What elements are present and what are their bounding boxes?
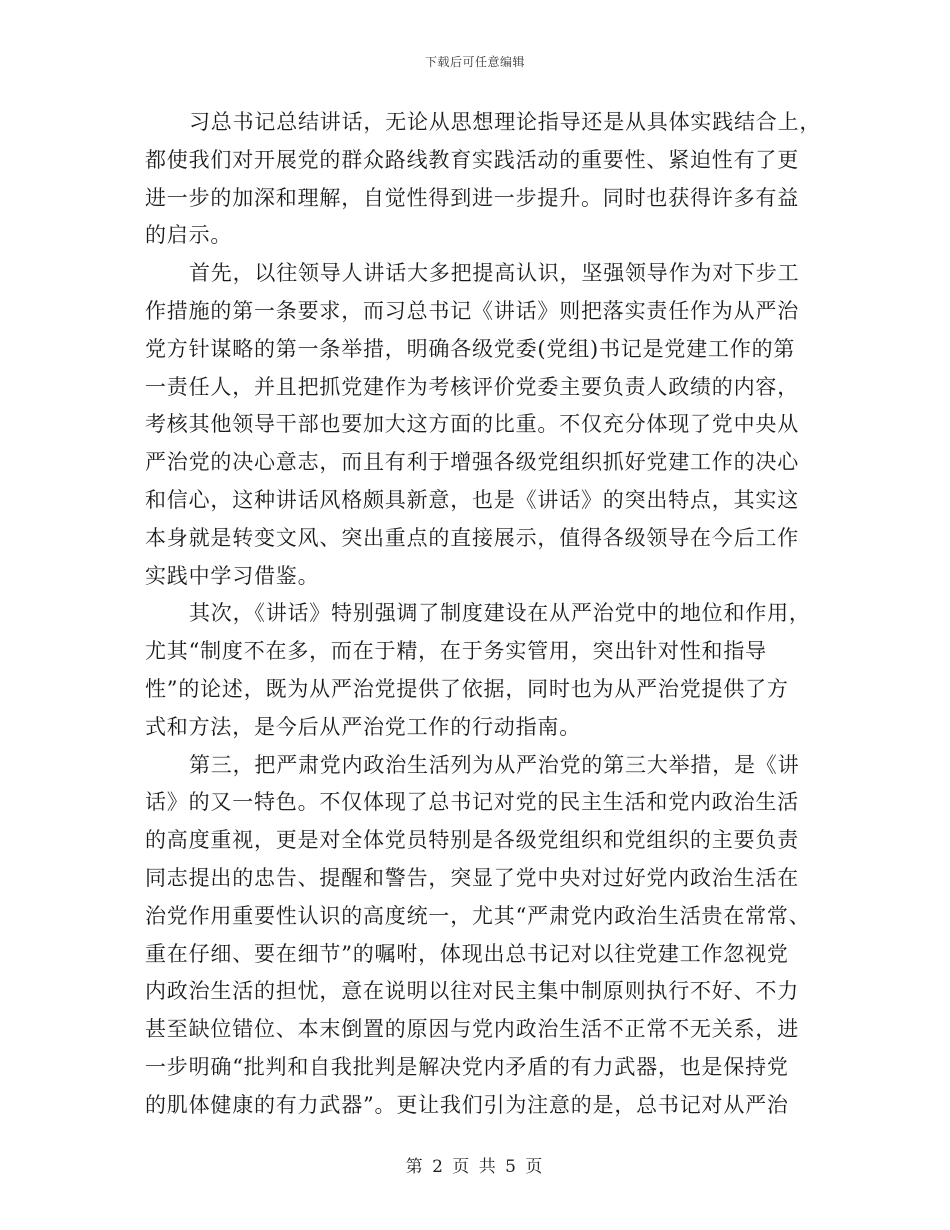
paragraph-line: 重在仔细、要在细节”的嘱咐，体现出总书记对以往党建工作忽视党 bbox=[145, 941, 789, 966]
paragraph-line: 和信心，这种讲话风格颇具新意，也是《讲话》的突出特点，其实这 bbox=[145, 487, 799, 512]
paragraph-line: 治党作用重要性认识的高度统一，尤其“严肃党内政治生活贵在常常、 bbox=[145, 903, 811, 928]
paragraph-line: 一步明确“批判和自我批判是解决党内矛盾的有力武器，也是保持党 bbox=[145, 1054, 789, 1079]
paragraph-line: 的肌体健康的有力武器”。更让我们引为注意的是，总书记对从严治 bbox=[145, 1092, 789, 1117]
paragraph-line: 性”的论述，既为从严治党提供了依据，同时也为从严治党提供了方 bbox=[145, 676, 789, 701]
paragraph-line: 本身就是转变文风、突出重点的直接展示，值得各级领导在今后工作 bbox=[145, 525, 799, 550]
paragraph-line: 同志提出的忠告、提醒和警告，突显了党中央对过好党内政治生活在 bbox=[145, 865, 799, 890]
paragraph-line: 严治党的决心意志，而且有利于增强各级党组织抓好党建工作的决心 bbox=[145, 450, 799, 475]
paragraph-line: 进一步的加深和理解，自觉性得到进一步提升。同时也获得许多有益 bbox=[145, 185, 799, 210]
page-number-footer: 第 2 页 共 5 页 bbox=[405, 1157, 545, 1177]
paragraph-line: 话》的又一特色。不仅体现了总书记对党的民主生活和党内政治生活 bbox=[145, 790, 799, 815]
paragraph-line: 的高度重视，更是对全体党员特别是各级党组织和党组织的主要负责 bbox=[145, 828, 799, 853]
paragraph-line: 实践中学习借鉴。 bbox=[145, 563, 320, 588]
paragraph-line: 党方针谋略的第一条举措，明确各级党委(党组)书记是党建工作的第 bbox=[145, 336, 796, 361]
paragraph-line: 都使我们对开展党的群众路线教育实践活动的重要性、紧迫性有了更 bbox=[145, 147, 799, 172]
paragraph-line: 内政治生活的担忧，意在说明以往对民主集中制原则执行不好、不力 bbox=[145, 979, 799, 1004]
paragraph-line: 一责任人，并且把抓党建作为考核评价党委主要负责人政绩的内容， bbox=[145, 374, 799, 399]
paragraph-line: 甚至缺位错位、本末倒置的原因与党内政治生活不正常不无关系，进 bbox=[145, 1017, 799, 1042]
paragraph-line: 第三，把严肃党内政治生活列为从严治党的第三大举措，是《讲 bbox=[189, 752, 800, 777]
page-header: 下载后可任意编辑 bbox=[424, 55, 525, 69]
paragraph-line: 考核其他领导干部也要加大这方面的比重。不仅充分体现了党中央从 bbox=[145, 412, 799, 437]
paragraph-line: 式和方法，是今后从严治党工作的行动指南。 bbox=[145, 714, 581, 739]
paragraph-line: 其次，《讲话》特别强调了制度建设在从严治党中的地位和作用， bbox=[189, 601, 811, 626]
paragraph-line: 作措施的第一条要求，而习总书记《讲话》则把落实责任作为从严治 bbox=[145, 298, 799, 323]
paragraph-line: 习总书记总结讲话，无论从思想理论指导还是从具体实践结合上， bbox=[189, 110, 822, 134]
paragraph-line: 尤其“制度不在多，而在于精，在于务实管用，突出针对性和指导 bbox=[145, 639, 767, 664]
document-body bbox=[145, 104, 822, 1125]
paragraph-line: 首先，以往领导人讲话大多把提高认识，坚强领导作为对下步工 bbox=[189, 261, 800, 286]
paragraph-line: 的启示。 bbox=[145, 223, 233, 248]
